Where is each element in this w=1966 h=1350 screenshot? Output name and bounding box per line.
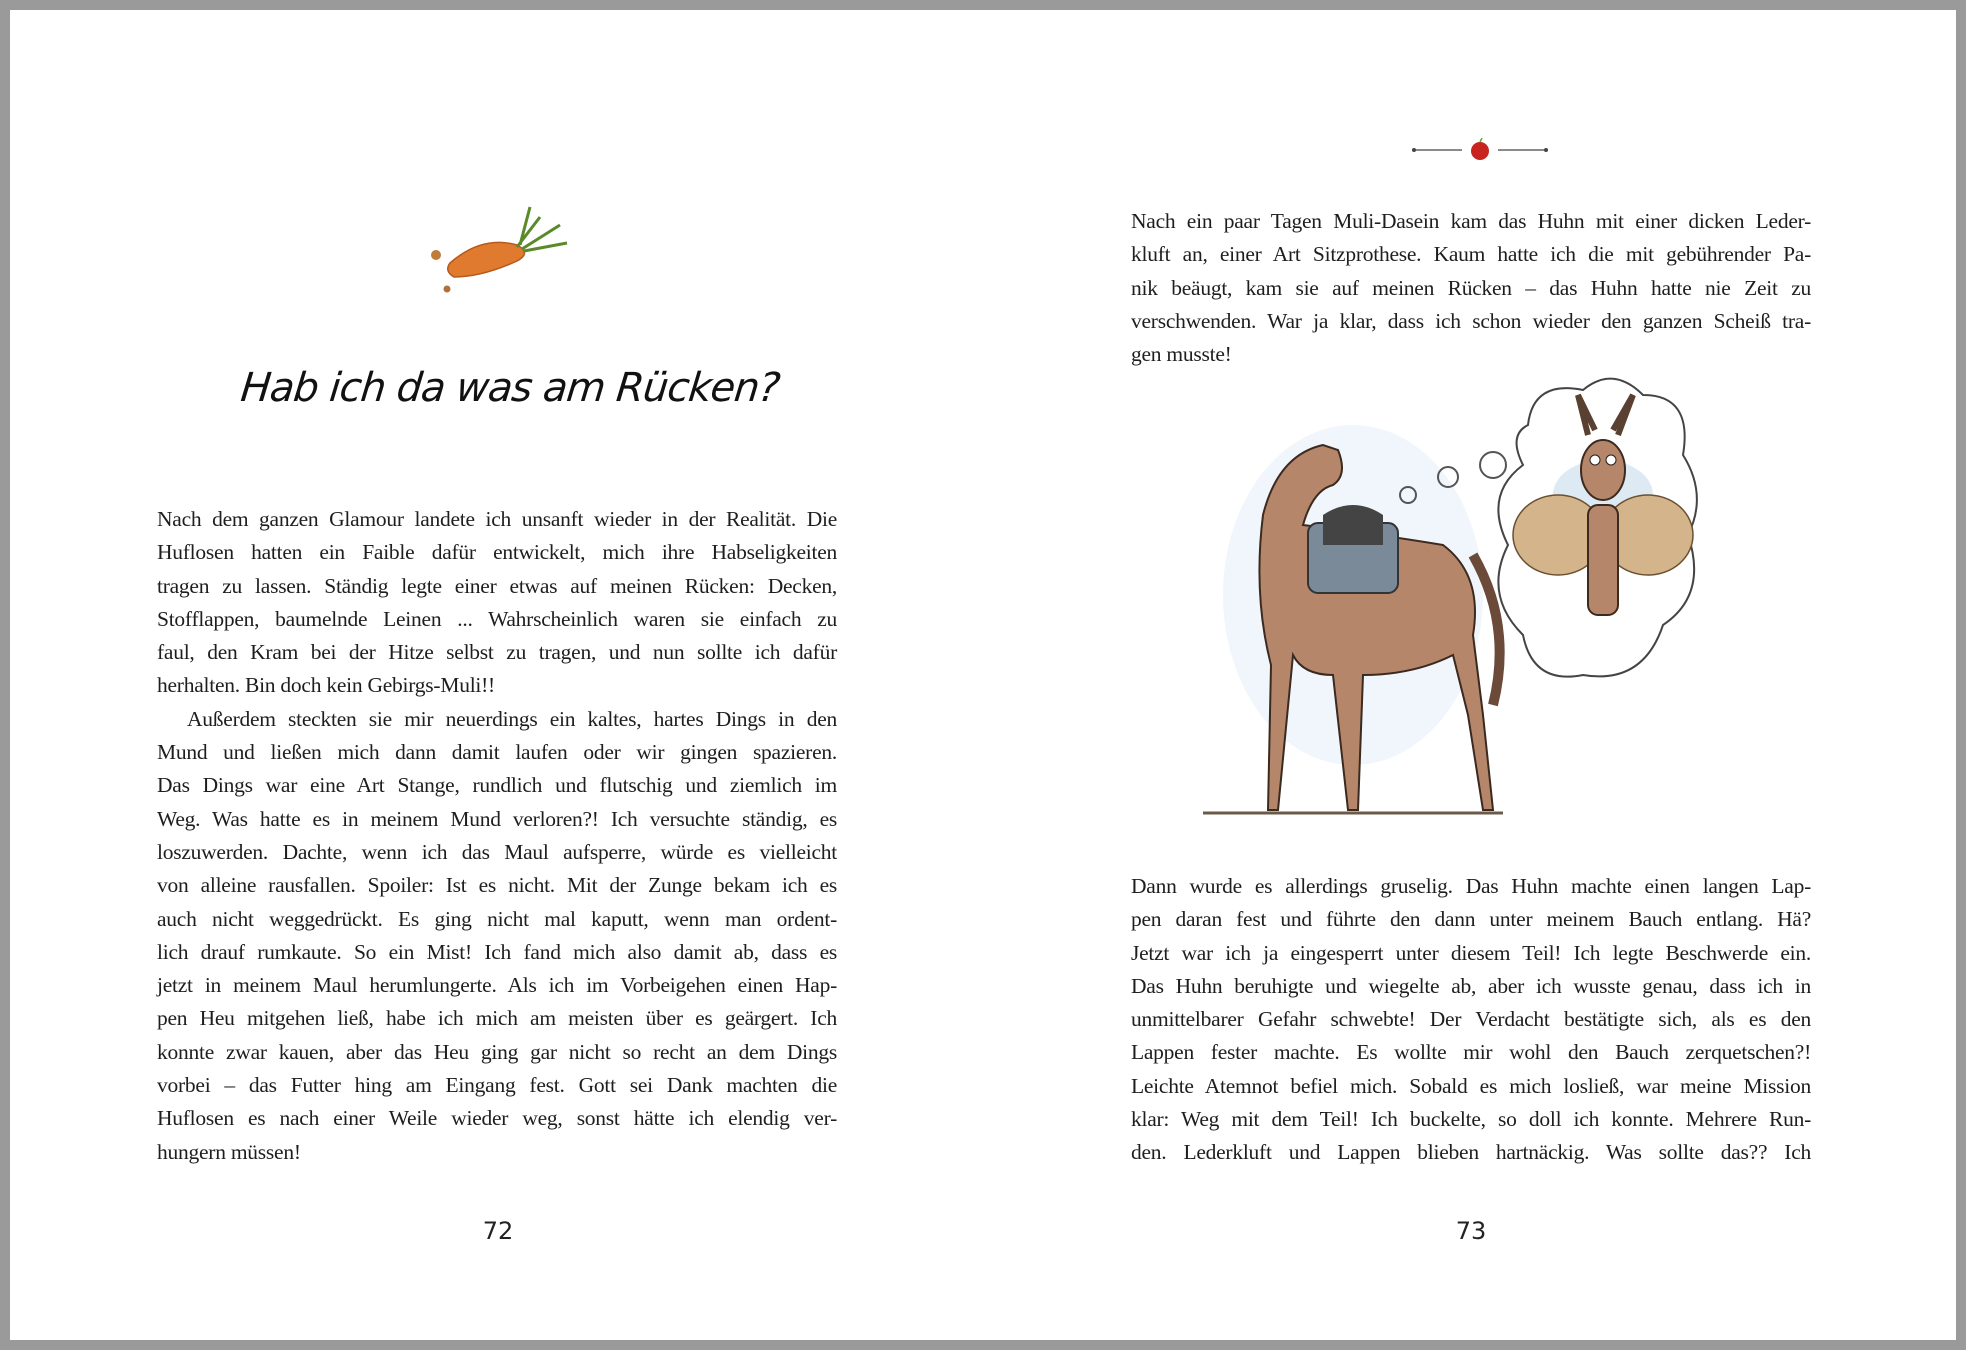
text-line: den. Lederkluft und Lappen blieben hartnäckig. Was sollte das?? Ich bbox=[1131, 1140, 1811, 1165]
text-line: herhalten. Bin doch kein Gebirgs-Muli!! bbox=[157, 673, 495, 698]
text-line: faul, den Kram bei der Hitze selbst zu tragen, und nun sollte ich dafür bbox=[157, 640, 837, 665]
text-line: unmittelbarer Gefahr schwebte! Der Verdacht bestätigte sich, als es den bbox=[1131, 1007, 1811, 1032]
text-line: Huflosen hatten ein Faible dafür entwickelt, mich ihre Habseligkeiten bbox=[157, 540, 837, 565]
paragraph bbox=[157, 503, 837, 703]
text-line: auch nicht weggedrückt. Es ging nicht mal kaputt, wenn man ordent- bbox=[157, 906, 837, 931]
text-line: Mund und ließen mich dann damit laufen oder wir gingen spazieren. bbox=[157, 740, 837, 765]
text-line: verschwenden. War ja klar, dass ich schon wieder den ganzen Scheiß tra- bbox=[1131, 308, 1811, 333]
text-line: tragen zu lassen. Ständig legte einer etwas auf meinen Rücken: Decken, bbox=[157, 573, 837, 598]
text-line: Leichte Atemnot befiel mich. Sobald es mich losließ, war meine Mission bbox=[1131, 1073, 1811, 1098]
apple-ornament bbox=[1410, 138, 1550, 162]
text-line: kluft an, einer Art Sitzprothese. Kaum hatte ich die mit gebührender Pa- bbox=[1131, 242, 1811, 267]
text-line: lich drauf rumkaute. So ein Mist! Ich fand mich also damit ab, dass es bbox=[157, 939, 837, 964]
left-body-text bbox=[157, 503, 837, 1169]
text-line: Außerdem steckten sie mir neuerdings ein kaltes, hartes Dings in den bbox=[187, 706, 837, 731]
text-line: Huflosen es nach einer Weile wieder weg, sonst hätte ich elendig ver- bbox=[157, 1106, 837, 1131]
paragraph bbox=[157, 703, 837, 1169]
text-line: jetzt in meinem Maul herumlungerte. Als ich im Vorbeigehen einen Hap- bbox=[157, 973, 837, 998]
page-number: 73 bbox=[1455, 1217, 1487, 1245]
text-line: Weg. Was hatte es in meinem Mund verloren?! Ich versuchte ständig, es bbox=[157, 806, 837, 831]
text-line: Lappen fester machte. Es wollte mir wohl den Bauch zerquetschen?! bbox=[1131, 1040, 1811, 1065]
left-page bbox=[10, 10, 983, 1340]
text-line: loszuwerden. Dachte, wenn ich das Maul aufsperre, würde es vielleicht bbox=[157, 839, 837, 864]
text-line: klar: Weg mit dem Teil! Ich buckelte, so doll ich konnte. Mehrere Run- bbox=[1131, 1107, 1811, 1132]
page-number: 72 bbox=[482, 1217, 514, 1245]
right-body-text-bottom bbox=[1131, 870, 1811, 1170]
book-spread bbox=[10, 10, 1956, 1340]
text-line: Stofflappen, baumelnde Leinen ... Wahrscheinlich waren sie einfach zu bbox=[157, 606, 837, 631]
text-line: Dann wurde es allerdings gruselig. Das Huhn machte einen langen Lap- bbox=[1131, 874, 1811, 898]
text-line: pen Heu mitgehen ließ, habe ich mich am meisten über es geärgert. Ich bbox=[157, 1006, 837, 1031]
text-line: von alleine rausfallen. Spoiler: Ist es nicht. Mit der Zunge bekam ich es bbox=[157, 873, 837, 898]
right-body-text-top bbox=[1131, 205, 1811, 371]
text-line: Jetzt war ich ja eingesperrt unter diesem Teil! Ich legte Beschwerde ein. bbox=[1131, 940, 1811, 965]
chapter-title: Hab ich da was am Rücken? bbox=[238, 365, 782, 411]
right-page bbox=[983, 10, 1956, 1340]
text-line: Nach ein paar Tagen Muli-Dasein kam das Huhn mit einer dicken Leder- bbox=[1131, 209, 1811, 233]
text-line: gen musste! bbox=[1131, 342, 1232, 367]
horse-and-mule-thought-illustration bbox=[1183, 375, 1803, 845]
text-line: Nach dem ganzen Glamour landete ich unsanft wieder in der Realität. Die bbox=[157, 507, 837, 531]
carrot-illustration bbox=[422, 195, 582, 305]
text-line: vorbei – das Futter hing am Eingang fest. Gott sei Dank machten die bbox=[157, 1073, 837, 1098]
text-line: konnte zwar kauen, aber das Heu ging gar nicht so recht an dem Dings bbox=[157, 1039, 837, 1064]
text-line: Das Huhn beruhigte und wiegelte ab, aber ich wusste genau, dass ich in bbox=[1131, 973, 1811, 998]
text-line: Das Dings war eine Art Stange, rundlich und flutschig und ziemlich im bbox=[157, 773, 837, 798]
text-line: pen daran fest und führte den dann unter meinem Bauch entlang. Hä? bbox=[1131, 907, 1811, 932]
text-line: hungern müssen! bbox=[157, 1139, 301, 1164]
text-line: nik beäugt, kam sie auf meinen Rücken – das Huhn hatte nie Zeit zu bbox=[1131, 275, 1811, 300]
